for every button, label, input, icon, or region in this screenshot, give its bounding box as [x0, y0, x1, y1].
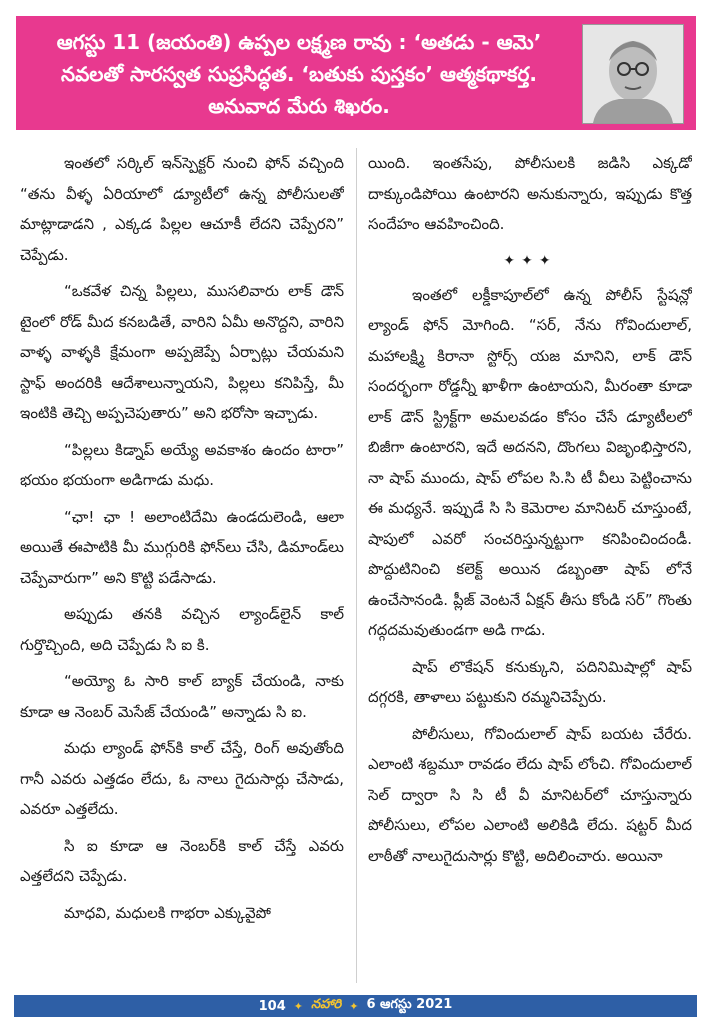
paragraph-continued: యింది. ఇంతసేపు, పోలీసులకి జడిసి ఎక్కడో దాక్కుండిపోయి ఉంటారని అనుకున్నారు, ఇప్పుడు కొత్త సందేహం ఆవహించింది. [368, 154, 692, 233]
paragraph: ఇంతలో లక్డీకాపూల్‌లో ఉన్న పోలీస్ స్టేషన్లో ల్యాండ్ ఫోన్ మోగింది. “సర్, నేను గోవిందులాల్, మహాలక్ష్మి కిరానా స్టోర్స్ యజ మానిని, లాక్ డౌన్ సందర్భంగా రోడ్డన్నీ ఖాళీగా ఉంటాయని, మీరంతా కూడా లాక్ డౌన్ స్ట్రిక్ట్‌గా అమలవడం కోసం చేసే డ్యూటీలలో బిజీగా ఉంటారని, ఇదే అదనని, దొంగలు విజృంభిస్తారని, నా షాప్ ముందు, షాప్ లోపల సి.సి టీ వీలు పెట్టించాను ఈ మధ్యనే. ఇప్పుడే సి సి కెమెరాల మానిటర్ చూస్తుంటే, షాపులో ఎవరో సంచరిస్తున్నట్టుగా కనిపించిందండీ. పొద్దుటినించి కలెక్ట్ అయిన డబ్బంతా షాప్ లోనే ఉంచేసానండి. ప్లీజ్ వెంటనే ఏక్షన్ తీసు కోండి సర్” గొంతు గద్గదమవుతుండగా అడి గాడు. [368, 285, 692, 639]
paragraph: “ఒకవేళ చిన్న పిల్లలు, ముసలివారు లాక్ డౌన్ టైంలో రోడ్ మీద కనబడితే, వారిని ఏమీ అనొద్దని, వారిని వాళ్ళ వాళ్ళకి క్షేమంగా అప్పజెప్పే ఏర్పాట్లు చేయమని స్టాఫ్ అందరికి ఆదేశాలున్నాయని, పిల్లలు కనిపిస్తే, మీ ఇంటికి తెచ్చి అప్పచెపుతారు” అని భరోసా ఇచ్చాడు. [20, 282, 344, 422]
paragraph: “ఛా! ఛా ! అలాంటిదేమి ఉండదులెండి, ఆలా అయితే ఈపాటికి మీ ముగ్గురికి ఫోన్‌లు చేసి, డిమాండ్‌లు చెప్పేవారుగా” అని కొట్టి పడేసాడు. [20, 507, 344, 587]
right-column [368, 148, 692, 983]
paragraph: “అయ్యో ఓ సారి కాల్ బ్యాక్ చేయండి, నాకు కూడా ఆ నెంబర్ మెసేజ్ చేయండి” అన్నాడు సి ఐ. [20, 672, 344, 721]
article-body [20, 148, 692, 983]
diamond-icon: ✦ [349, 999, 359, 1013]
banner-headline: ఆగస్టు 11 (జయంతి) ఉప్పల లక్ష్మణ రావు : ‘అతడు - ఆమె’ నవలతో సారస్వత సుప్రసిద్ధత. ‘బతుకు పుస్తకం’ ఆత్మకథాకర్త. అనువాద మేరు శిఖరం. [56, 30, 542, 118]
paragraph: అప్పుడు తనకి వచ్చిన ల్యాండ్‌లైన్ కాల్ గుర్తొచ్చింది, అది చెప్పేడు సి ఐ కి. [20, 605, 344, 654]
issue-date: 6 ఆగస్టు 2021 [366, 997, 453, 1012]
portrait-image-icon [583, 25, 683, 123]
paragraph: మాధవి, మధులకి గాభరా ఎక్కువైపో [64, 903, 271, 922]
author-portrait [582, 24, 684, 124]
paragraph: పోలీసులు, గోవిందులాల్ షాప్ బయట చేరేరు. ఎలాంటి శబ్దమూ రావడం లేదు షాప్ లోంచి. గోవిందులాల్ సెల్ ద్వారా సి సి టీ వీ మానిటర్‌లో చూస్తున్నారు పోలీసులు, లోపల ఎలాంటి అలికిడి లేదు. షట్టర్ మీద లాఠీతో నాలుగైదుసార్లు కొట్టి, అదిలించారు. అయినా [368, 724, 692, 865]
paragraph: షాప్ లొకేషన్ కనుక్కుని, పదినిమిషాల్లో షాప్ దగ్గరకి, తాళాలు పట్టుకుని రమ్మనిచెప్పేరు. [368, 657, 692, 706]
paragraph: ఇంతలో సర్కిల్ ఇన్‌స్పెక్టర్ నుంచి ఫోన్ వచ్చింది “తను వీళ్ళ ఏరియాలో డ్యూటీలో ఉన్న పోలీసులతో మాట్లాడాడని , ఎక్కడ పిల్లల ఆచూకీ లేదని చెప్పేరని” చెప్పేడు. [20, 154, 344, 264]
paragraph: మధు ల్యాండ్ ఫోన్‌కి కాల్ చేస్తే, రింగ్ అవుతోంది గానీ ఎవరు ఎత్తడం లేదు, ఓ నాలు గైదుసార్లు చేసాడు, ఎవరూ ఎత్తలేదు. [20, 739, 344, 818]
paragraph: సి ఐ కూడా ఆ నెంబర్‌కి కాల్ చేస్తే ఎవరు ఎత్తలేదని చెప్పేడు. [20, 836, 344, 885]
left-column [20, 148, 344, 983]
paragraph: “పిల్లలు కిడ్నాప్ అయ్యే అవకాశం ఉందం టారా” భయం భయంగా అడిగాడు మధు. [20, 440, 344, 489]
magazine-name: నహారి [311, 997, 342, 1012]
section-break: ✦✦✦ [503, 252, 557, 269]
diamond-icon: ✦ [293, 999, 303, 1013]
page-number: 104 [258, 998, 286, 1014]
column-divider [356, 148, 357, 983]
page-footer [14, 995, 697, 1017]
header-banner [16, 16, 696, 130]
